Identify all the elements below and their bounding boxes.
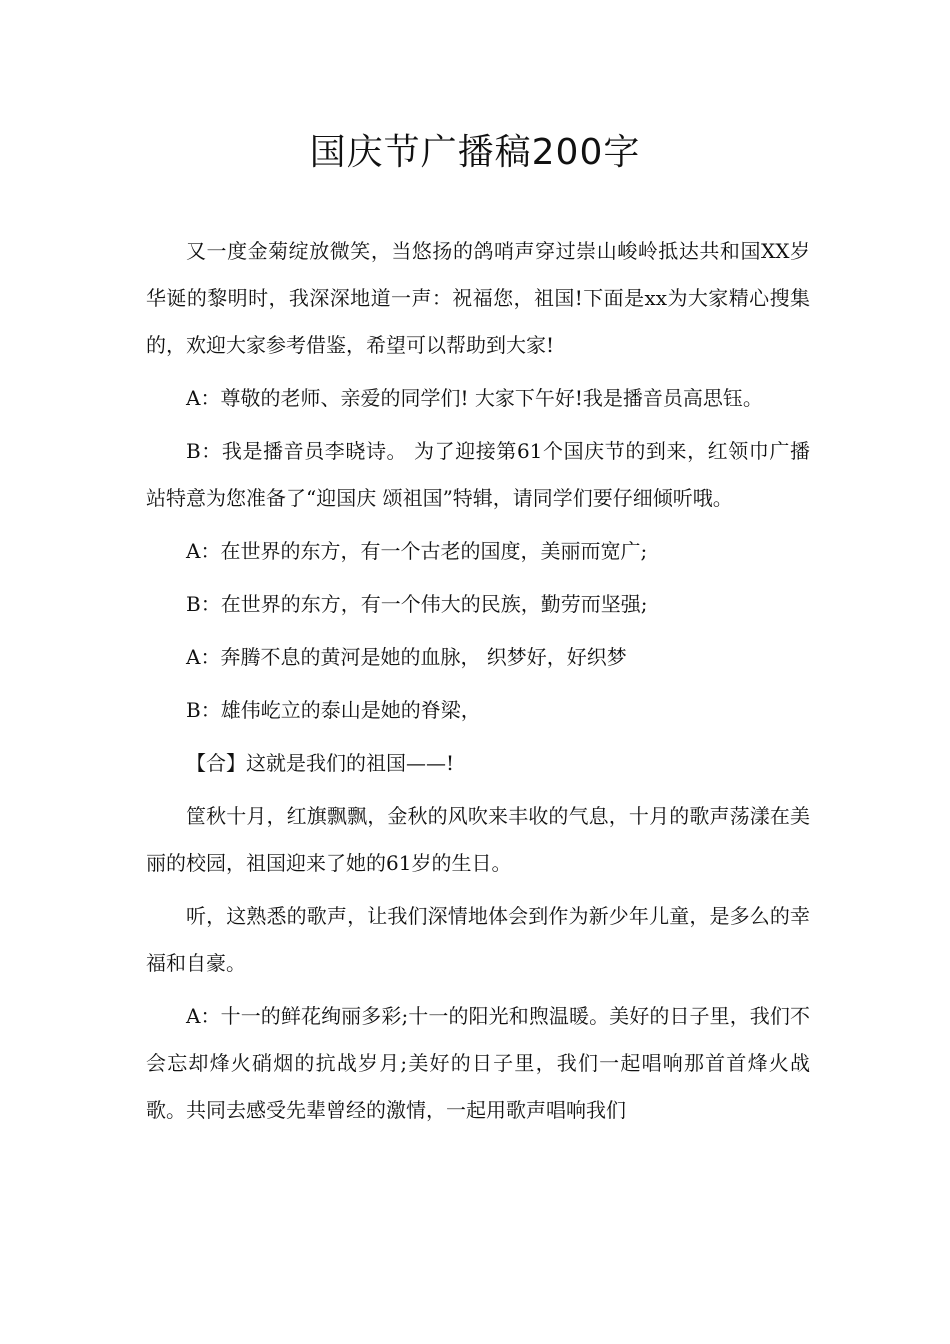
- paragraph-intro: 又一度金菊绽放微笑，当悠扬的鸽哨声穿过崇山峻岭抵达共和国XX岁华诞的黎明时，我深深地道一声：祝福您，祖国!下面是xx为大家精心搜集的，欢迎大家参考借鉴，希望可以帮助到大家!: [146, 239, 810, 357]
- paragraph-listen: 听，这熟悉的歌声，让我们深情地体会到作为新少年儿童，是多么的幸福和自豪。: [146, 904, 810, 975]
- paragraph-october: 筐秋十月，红旗飘飘，金秋的风吹来丰收的气息，十月的歌声荡漾在美丽的校园，祖国迎来了她的61岁的生日。: [146, 804, 810, 875]
- paragraph-b-greeting: B：我是播音员李晓诗。 为了迎接第61个国庆节的到来，红领巾广播站特意为您准备了“迎国庆 颂祖国”特辑，请同学们要仔细倾听哦。: [146, 439, 810, 510]
- paragraph-a-greeting: A：尊敬的老师、亲爱的同学们! 大家下午好!我是播音员高思钰。: [186, 386, 763, 410]
- paragraph-together: 【合】这就是我们的祖国——!: [186, 751, 455, 775]
- paragraph-b-east: B：在世界的东方，有一个伟大的民族，勤劳而坚强;: [186, 592, 648, 616]
- paragraph-a-east: A：在世界的东方，有一个古老的国度，美丽而宽广;: [186, 539, 648, 563]
- paragraph-a-river: A：奔腾不息的黄河是她的血脉， 织梦好，好织梦: [186, 645, 627, 669]
- paragraph-b-mountain: B：雄伟屹立的泰山是她的脊梁，: [186, 698, 481, 722]
- document-body: [146, 228, 810, 1140]
- paragraph-a-flowers: A：十一的鲜花绚丽多彩;十一的阳光和煦温暖。美好的日子里，我们不会忘却烽火硝烟的抗战岁月;美好的日子里，我们一起唱响那首首烽火战歌。共同去感受先辈曾经的激情，一起用歌声唱响我们: [146, 1004, 810, 1122]
- document-title: 国庆节广播稿200字: [309, 132, 641, 173]
